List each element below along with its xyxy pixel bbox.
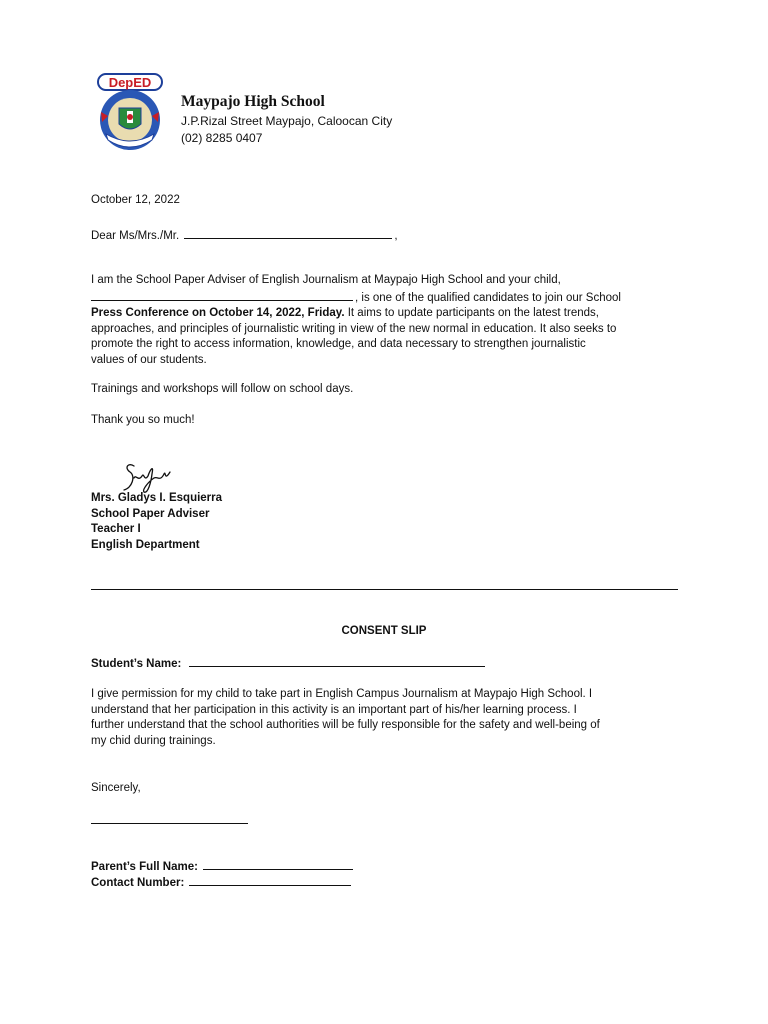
contact-number-blank <box>189 874 351 886</box>
closing-sincerely: Sincerely, <box>91 782 141 794</box>
school-phone: (02) 8285 0407 <box>181 131 263 145</box>
paragraph-line: approaches, and principles of journalistic writing in view of the new normal in education. It also seeks to <box>91 322 617 335</box>
student-name-row <box>91 655 487 673</box>
paragraph-line: I give permission for my child to take part in English Campus Journalism at Maypajo High School. I <box>91 688 593 700</box>
parent-signature-blank <box>91 823 248 824</box>
consent-paragraph <box>91 687 600 749</box>
signatory-department: English Department <box>91 538 200 551</box>
press-conference-date: Press Conference on October 14, 2022, Friday. <box>91 307 345 320</box>
salutation-comma: , <box>394 230 398 242</box>
paragraph-line <box>91 289 621 307</box>
letter-date: October 12, 2022 <box>91 194 180 206</box>
contact-number-label: Contact Number: <box>91 877 185 889</box>
consent-slip-title: CONSENT SLIP <box>341 625 427 637</box>
school-seal-logo <box>92 72 168 154</box>
paragraph-line: understand that her participation in this activity is an important part of his/her learning process. I <box>91 703 577 716</box>
parent-name-blank <box>203 858 353 870</box>
paragraph-line-text: , is one of the qualified candidates to join our School <box>355 291 621 304</box>
salutation <box>91 227 398 245</box>
paragraph-line: my chid during trainings. <box>91 734 216 747</box>
salutation-text: Dear Ms/Mrs./Mr. <box>91 230 180 242</box>
paragraph-line <box>91 306 621 322</box>
letter-paragraph-2: Trainings and workshops will follow on school days. <box>91 383 354 395</box>
school-address: J.P.Rizal Street Maypajo, Caloocan City <box>181 114 393 128</box>
paragraph-line: promote the right to access information, knowledge, and data necessary to strengthen journalistic <box>91 338 586 351</box>
contact-number-row <box>91 874 353 892</box>
parent-name-label: Parent’s Full Name: <box>91 861 198 873</box>
letter-paragraph-1 <box>91 273 621 369</box>
student-name-blank <box>189 655 485 667</box>
student-name-label: Student’s Name: <box>91 658 182 670</box>
cut-line-divider <box>91 589 678 590</box>
school-name: Maypajo High School <box>181 93 325 110</box>
signatory-title: School Paper Adviser <box>91 507 210 520</box>
paragraph-line: values of our students. <box>91 353 207 366</box>
signatory-position: Teacher I <box>91 523 141 536</box>
child-name-blank <box>91 289 353 301</box>
paragraph-line: further understand that the school authorities will be fully responsible for the safety and well-being of <box>91 719 600 732</box>
svg-text:DepED: DepED <box>108 75 152 90</box>
paragraph-line-text: It aims to update participants on the latest trends, <box>344 307 599 320</box>
recipient-name-blank <box>184 227 392 239</box>
signatory-name: Mrs. Gladys I. Esquierra <box>91 492 223 504</box>
paragraph-line: I am the School Paper Adviser of English Journalism at Maypajo High School and your child, <box>91 274 561 286</box>
signatory-block <box>91 491 222 553</box>
letter-paragraph-3: Thank you so much! <box>91 414 195 426</box>
parent-name-row <box>91 858 355 876</box>
